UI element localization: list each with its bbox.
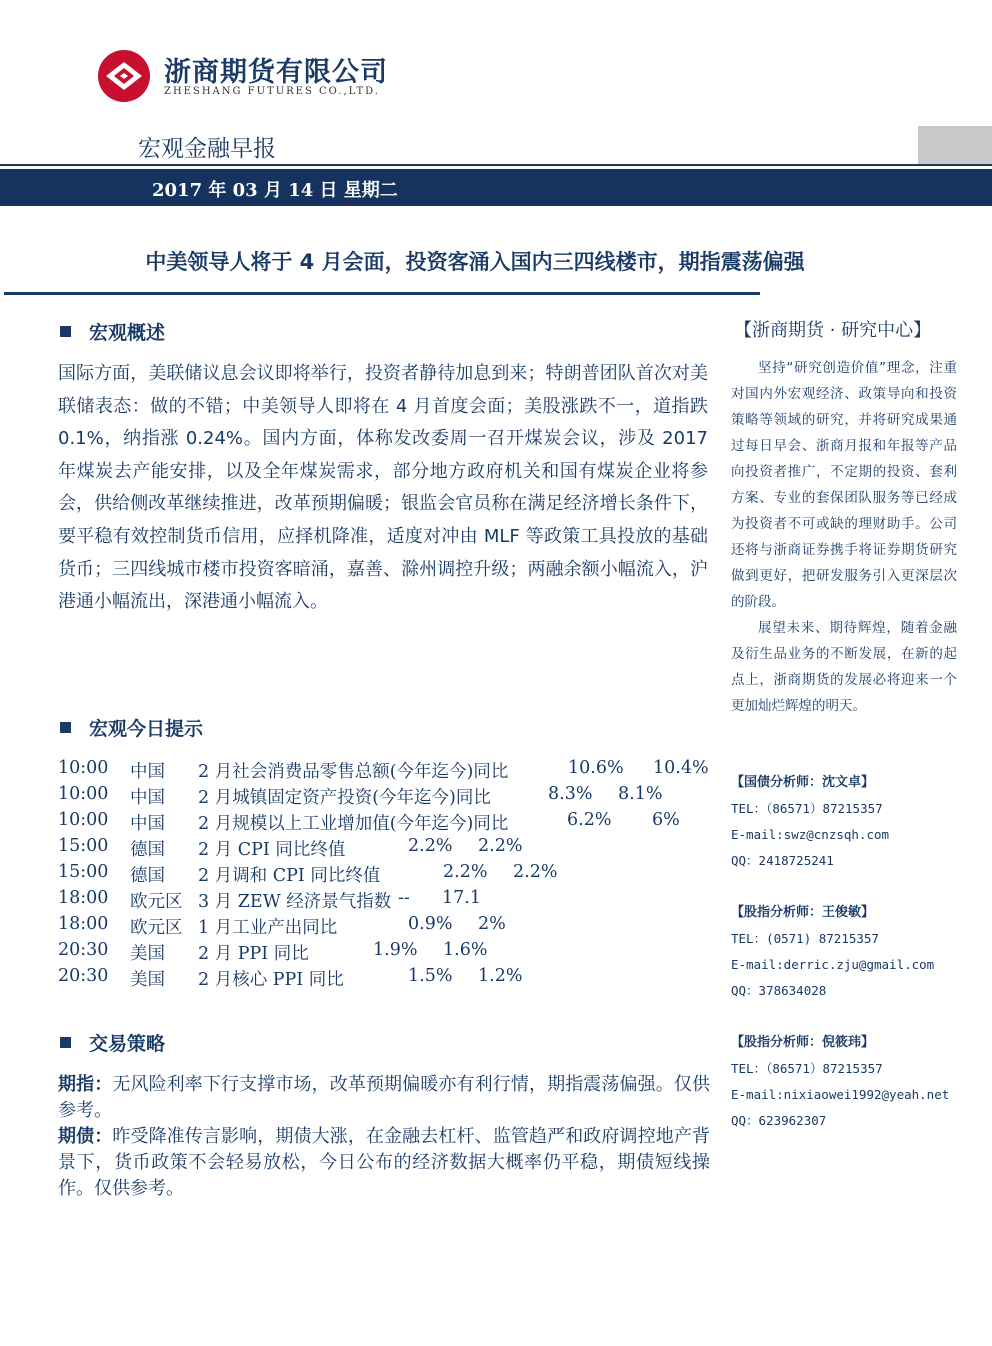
analyst-title: 【股指分析师：王俊敏】	[731, 905, 875, 920]
calendar-time: 10:00	[58, 758, 109, 778]
analyst-qq: QQ：378634028	[731, 983, 827, 998]
company-name-cn: 浙商期货有限公司	[164, 57, 388, 88]
analyst-tel: TEL：(0571) 87215357	[731, 931, 879, 946]
calendar-forecast: 1.6%	[443, 940, 488, 960]
calendar-forecast: 8.1%	[618, 784, 663, 804]
sidebar-paragraph: 展望未来、期待辉煌，随着金融及衍生品业务的不断发展，在新的起点上，浙商期货的发展必将迎来一个更加灿烂辉煌的明天。	[731, 620, 957, 714]
calendar-item: 1 月工业产出同比	[198, 918, 338, 938]
strategy-bond-label: 期债：	[58, 1126, 113, 1147]
calendar-region: 中国	[130, 788, 165, 808]
company-logo-icon	[96, 48, 152, 104]
calendar-forecast: 10.4%	[653, 758, 709, 778]
calendar-prev: 2.2%	[408, 836, 453, 856]
calendar-item: 2 月社会消费品零售总额(今年迄今)同比	[198, 762, 509, 782]
calendar-row	[58, 940, 718, 966]
header-divider	[0, 164, 992, 166]
calendar-forecast: 17.1	[442, 888, 481, 908]
analyst-email: E-mail:swz@cnzsqh.com	[731, 827, 890, 842]
calendar-time: 15:00	[58, 862, 109, 882]
calendar-time: 20:30	[58, 940, 109, 960]
analyst-qq: QQ：2418725241	[731, 853, 834, 868]
analyst-contact	[731, 900, 971, 1004]
sidebar-paragraph: 坚持“研究创造价值”理念，注重对国内外宏观经济、政策导向和投资策略等领域的研究，并将研究成果通过每日早会、浙商月报和年报等产品向投资者推广，不定期的投资、套利方案、专业的套保团队服务等已经成为投资者不可或缺的理财助手。公司还将与浙商证券携手将证券期货研究做到更好，把研发服务引入更深层次的阶段。	[731, 360, 957, 610]
analyst-qq: QQ：623962307	[731, 1113, 827, 1128]
analyst-email: E-mail:nixiaowei1992@yeah.net	[731, 1087, 950, 1102]
calendar-prev: 1.9%	[373, 940, 418, 960]
strategy-bond-text: 昨受降准传言影响，期债大涨，在金融去杠杆、监管趋严和政府调控地产背景下，货币政策不会轻易放松，今日公布的经济数据大概率仍平稳，期债短线操作。仅供参考。	[58, 1126, 710, 1199]
date-bar	[0, 169, 992, 206]
calendar-row	[58, 758, 718, 784]
calendar-time: 18:00	[58, 888, 109, 908]
report-date: 2017 年 03 月 14 日 星期二	[152, 180, 398, 201]
calendar-row	[58, 784, 718, 810]
section-heading-today: 宏观今日提示	[60, 714, 203, 741]
calendar-region: 美国	[130, 970, 165, 990]
calendar-forecast: 2.2%	[513, 862, 558, 882]
section-heading-strategy: 交易策略	[60, 1029, 165, 1056]
calendar-prev: 6.2%	[567, 810, 612, 830]
calendar-prev: 8.3%	[548, 784, 593, 804]
strategy-index-paragraph	[58, 1072, 710, 1124]
calendar-region: 欧元区	[130, 918, 183, 938]
strategy-body	[58, 1072, 710, 1202]
calendar-time: 18:00	[58, 914, 109, 934]
strategy-index-label: 期指：	[58, 1074, 113, 1095]
calendar-region: 中国	[130, 814, 165, 834]
sidebar-title: 【浙商期货 · 研究中心】	[734, 320, 932, 341]
calendar-row	[58, 810, 718, 836]
square-bullet-icon	[60, 722, 71, 733]
company-name-en: ZHESHANG FUTURES CO.,LTD.	[164, 86, 380, 97]
calendar-item: 2 月城镇固定资产投资(今年迄今)同比	[198, 788, 491, 808]
overview-paragraph: 国际方面，美联储议息会议即将举行，投资者静待加息到来；特朗普团队首次对美联储表态：做的不错；中美领导人即将在 4 月首度会面；美股涨跌不一，道指跌 0.1%，纳指涨 0.24%。国内方面，体称发改委周一召开煤炭会议，涉及 2017 年煤炭去产能安排，以及全年煤炭需求，部分地方政府机关和国有煤炭企业将参会，供给侧改革继续推进，改革预期偏暖；银监会官员称在满足经济增长条件下，要平稳有效控制货币信用，应择机降准，适度对冲由 MLF 等政策工具投放的基础货币；三四线城市楼市投资客暗涌，嘉善、滁州调控升级；两融余额小幅流入，沪港通小幅流出，深港通小幅流入。	[58, 363, 708, 613]
calendar-row	[58, 836, 718, 862]
calendar-item: 2 月调和 CPI 同比终值	[198, 866, 381, 886]
analyst-tel: TEL：（86571）87215357	[731, 801, 883, 816]
calendar-region: 德国	[130, 866, 165, 886]
calendar-item: 2 月核心 PPI 同比	[198, 970, 344, 990]
calendar-row	[58, 862, 718, 888]
calendar-time: 20:30	[58, 966, 109, 986]
calendar-row	[58, 966, 718, 992]
calendar-item: 2 月 PPI 同比	[198, 944, 309, 964]
calendar-prev: 10.6%	[568, 758, 624, 778]
calendar-forecast: 2%	[478, 914, 506, 934]
calendar-region: 美国	[130, 944, 165, 964]
calendar-row	[58, 888, 718, 914]
report-name: 宏观金融早报	[138, 136, 276, 162]
strategy-bond-paragraph	[58, 1124, 710, 1202]
calendar-prev: 2.2%	[443, 862, 488, 882]
headline-rule	[4, 292, 760, 295]
calendar-prev: 0.9%	[408, 914, 453, 934]
calendar-item: 2 月 CPI 同比终值	[198, 840, 346, 860]
calendar-forecast: 1.2%	[478, 966, 523, 986]
calendar-forecast: 2.2%	[478, 836, 523, 856]
calendar-prev: 1.5%	[408, 966, 453, 986]
analyst-title: 【国债分析师：沈文卓】	[731, 775, 875, 790]
calendar-region: 德国	[130, 840, 165, 860]
calendar-region: 欧元区	[130, 892, 183, 912]
decorative-gray-block	[918, 126, 992, 164]
calendar-item: 2 月规模以上工业增加值(今年迄今)同比	[198, 814, 509, 834]
analyst-email: E-mail:derric.zju@gmail.com	[731, 957, 935, 972]
section-heading-overview: 宏观概述	[60, 318, 165, 345]
analyst-tel: TEL：（86571）87215357	[731, 1061, 883, 1076]
calendar-forecast: 6%	[652, 810, 680, 830]
analyst-contact	[731, 1030, 971, 1134]
calendar-region: 中国	[130, 762, 165, 782]
strategy-index-text: 无风险利率下行支撑市场，改革预期偏暖亦有利行情，期指震荡偏强。仅供参考。	[58, 1074, 710, 1121]
headline: 中美领导人将于 4 月会面，投资客涌入国内三四线楼市，期指震荡偏强	[145, 250, 805, 274]
analyst-contact	[731, 770, 971, 874]
calendar-time: 15:00	[58, 836, 109, 856]
calendar-time: 10:00	[58, 810, 109, 830]
calendar-prev: --	[398, 888, 410, 908]
analyst-title: 【股指分析师：倪筱玮】	[731, 1035, 875, 1050]
calendar-item: 3 月 ZEW 经济景气指数	[198, 892, 392, 912]
square-bullet-icon	[60, 1037, 71, 1048]
calendar-time: 10:00	[58, 784, 109, 804]
economic-calendar	[58, 758, 718, 992]
calendar-row	[58, 914, 718, 940]
sidebar-intro	[731, 355, 957, 719]
square-bullet-icon	[60, 326, 71, 337]
